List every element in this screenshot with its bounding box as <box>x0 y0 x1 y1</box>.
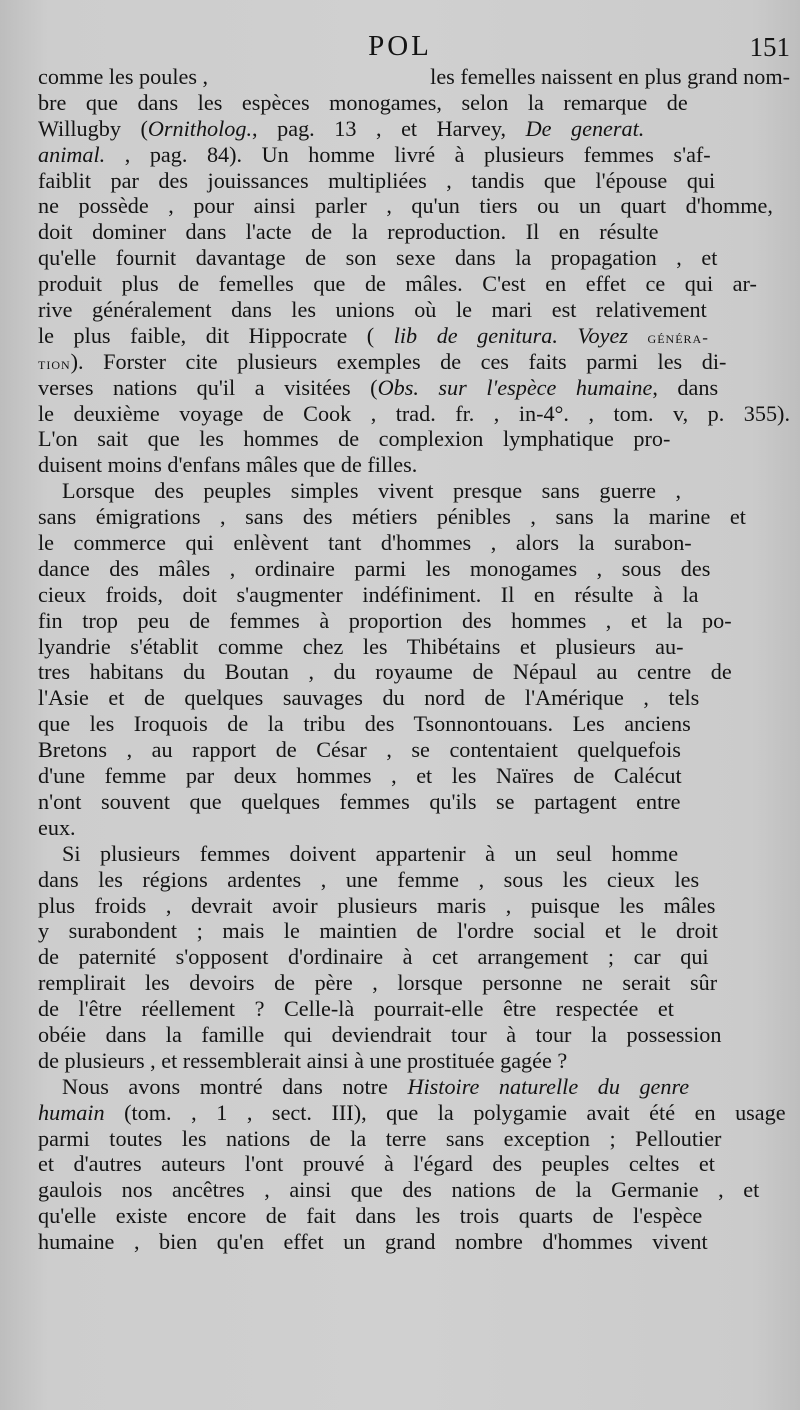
text-line: gaulois nos ancêtres , ainsi que des nations de la Germanie , et <box>38 1177 760 1203</box>
text-line: qu'elle existe encore de fait dans les trois quarts de l'espèce <box>38 1203 703 1229</box>
text-line: Si plusieurs femmes doivent appartenir à un seul homme <box>62 840 679 866</box>
text-line: tres habitans du Boutan , du royaume de Népaul au centre de <box>38 659 732 685</box>
text-line: Willugby (Ornitholog., pag. 13 , et Harvey, De generat. <box>38 115 645 141</box>
text-line: produit plus de femelles que de mâles. C'est en effet ce qui ar- <box>38 271 757 297</box>
text-line: humain (tom. , 1 , sect. III), que la polygamie avait été en usage <box>38 1099 786 1125</box>
text-line: animal. , pag. 84). Un homme livré à plusieurs femmes s'af- <box>38 141 711 167</box>
text-line: humaine , bien qu'en effet un grand nombre d'hommes vivent <box>38 1229 708 1255</box>
text-line: rive généralement dans les unions où le mari est relativement <box>38 297 707 323</box>
text-line: le commerce qui enlèvent tant d'hommes , alors la surabon- <box>38 530 692 556</box>
text-line: d'une femme par deux hommes , et les Naïres de Calécut <box>38 763 682 789</box>
text-line: bre que dans les espèces monogames, selon la remarque de <box>38 89 688 115</box>
text-line: parmi toutes les nations de la terre sans exception ; Pelloutier <box>38 1125 722 1151</box>
text-line: qu'elle fournit davantage de son sexe dans la propagation , et <box>38 245 718 271</box>
text-line: que les Iroquois de la tribu des Tsonnontouans. Les anciens <box>38 711 691 737</box>
text-line: de l'être réellement ? Celle-là pourrait-elle être respectée et <box>38 996 674 1022</box>
text-line: obéie dans la famille qui deviendrait tour à tour la possession <box>38 1021 722 1047</box>
text-line: de paternité s'opposent d'ordinaire à cet arrangement ; car qui <box>38 944 709 970</box>
text-line: dance des mâles , ordinaire parmi les monogames , sous des <box>38 555 711 581</box>
text-line: dans les régions ardentes , une femme , sous les cieux les <box>38 866 700 892</box>
text-line: y surabondent ; mais le maintien de l'ordre social et le droit <box>38 918 718 944</box>
text-line: l'Asie et de quelques sauvages du nord de l'Amérique , tels <box>38 685 700 711</box>
body-text <box>38 64 790 1255</box>
text-line: remplirait les devoirs de père , lorsque personne ne serait sûr <box>38 970 718 996</box>
text-line: ne possède , pour ainsi parler , qu'un tiers ou un quart d'homme, <box>38 193 773 219</box>
text-line: plus froids , devrait avoir plusieurs maris , puisque les mâles <box>38 892 716 918</box>
text-line: Nous avons montré dans notre Histoire naturelle du genre <box>62 1073 690 1099</box>
text-line: L'on sait que les hommes de complexion lymphatique pro- <box>38 426 671 452</box>
text-line: eux. <box>38 814 76 840</box>
text-line: Lorsque des peuples simples vivent presque sans guerre , <box>62 478 682 504</box>
text-line: doit dominer dans l'acte de la reproduction. Il en résulte <box>38 219 659 245</box>
text-line: de plusieurs , et ressemblerait ainsi à une prostituée gagée ? <box>38 1047 568 1073</box>
running-head: POL <box>368 30 432 62</box>
text-line: le deuxième voyage de Cook , trad. fr. , in-4°. , tom. v, p. 355). <box>38 400 790 426</box>
text-line: Bretons , au rapport de César , se contentaient quelquefois <box>38 737 681 763</box>
text-line: tion). Forster cite plusieurs exemples de ces faits parmi les di- <box>38 348 727 374</box>
text-line: le plus faible, dit Hippocrate ( lib de genitura. Voyez généra- <box>38 322 709 348</box>
text-line: cieux froids, doit s'augmenter indéfiniment. Il en résulte à la <box>38 581 699 607</box>
text-line: n'ont souvent que quelques femmes qu'ils se partagent entre <box>38 788 681 814</box>
text-line: et d'autres auteurs l'ont prouvé à l'égard des peuples celtes et <box>38 1151 715 1177</box>
text-line: fin trop peu de femmes à proportion des hommes , et la po- <box>38 607 732 633</box>
text-line: verses nations qu'il a visitées (Obs. sur l'espèce humaine, dans <box>38 374 719 400</box>
text-line: lyandrie s'établit comme chez les Thibétains et plusieurs au- <box>38 633 684 659</box>
page-number: 151 <box>749 32 790 62</box>
page-header <box>0 30 800 66</box>
text-line: sans émigrations , sans des métiers pénibles , sans la marine et <box>38 504 746 530</box>
text-line: duisent moins d'enfans mâles que de filles. <box>38 452 418 478</box>
text-line: comme les poules , les femelles naissent en plus grand nom- <box>38 64 790 89</box>
text-line: faiblit par des jouissances multipliées , tandis que l'épouse qui <box>38 167 716 193</box>
